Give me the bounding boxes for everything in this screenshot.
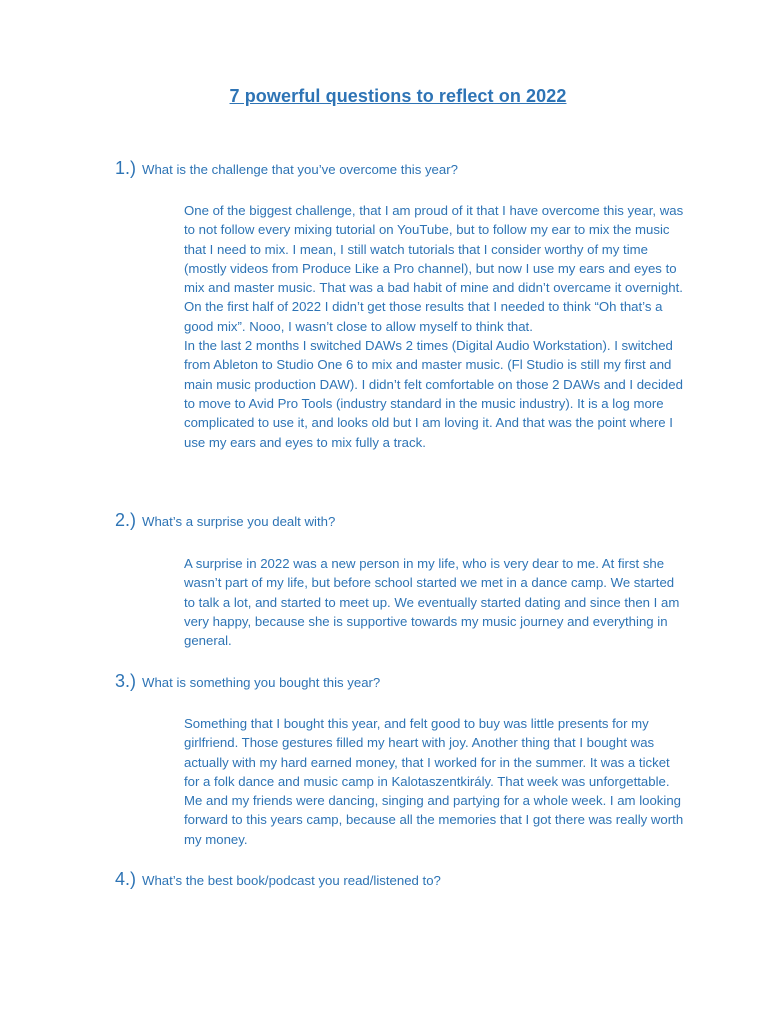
answer-paragraph: One of the biggest challenge, that I am proud of it that I have overcome this year, was to not follow every mixing tutorial on YouTube, but to follow my ear to mix the music that I need to mix. I mean, I still watch tutorials that I consider worthy of my time (mostly videos from Produce Like a Pro channel), but now I use my ears and eyes to mix and master music. That was a bad habit of mine and didn’t overcame it overnight. On the first half of 2022 I didn’t get those results that I needed to think “Oh that’s a good mix”. Nooo, I wasn’t close to allow myself to think that. [184, 203, 684, 334]
question-text: What is the challenge that you’ve overcome this year? [142, 162, 458, 177]
answer-paragraph: In the last 2 months I switched DAWs 2 times (Digital Audio Workstation). I switched from Ableton to Studio One 6 to mix and master music. (Fl Studio is still my first and main music production DAW). I didn’t felt comfortable on those 2 DAWs and I decided to move to Avid Pro Tools (industry standard in the music industry). It is a log more complicated to use it, and looks old but I am loving it. And that was the point where I use my ears and eyes to mix fully a track. [184, 338, 683, 450]
question-text: What’s a surprise you dealt with? [142, 514, 336, 529]
question-number: 1.) [115, 158, 137, 178]
answer-paragraph: Something that I bought this year, and felt good to buy was little presents for my girlfriend. Those gestures filled my heart with joy. Another thing that I bought was actually with my hard earned money, that I worked for in the summer. It was a ticket for a folk dance and music camp in Kalotaszentkirály. That week was unforgettable. Me and my friends were dancing, singing and partying for a whole week. I am looking forward to this years camp, because all the memories that I got there was really worth my money. [184, 716, 684, 847]
question-number: 2.) [115, 510, 137, 530]
document-title: 7 powerful questions to reflect on 2022 [229, 86, 567, 106]
answer-2 [184, 554, 684, 650]
question-4 [115, 869, 715, 890]
question-3 [115, 671, 715, 692]
answer-1 [184, 201, 684, 452]
question-2 [115, 510, 715, 531]
answer-3 [184, 714, 684, 849]
question-1 [115, 158, 715, 179]
question-number: 4.) [115, 869, 137, 889]
answer-paragraph: A surprise in 2022 was a new person in my life, who is very dear to me. At first she wasn’t part of my life, but before school started we met in a dance camp. We started to talk a lot, and started to meet up. We eventually started dating and since then I am very happy, because she is supportive towards my music journey and everything in general. [184, 556, 680, 649]
question-text: What is something you bought this year? [142, 675, 381, 690]
question-text: What’s the best book/podcast you read/listened to? [142, 873, 441, 888]
question-number: 3.) [115, 671, 137, 691]
